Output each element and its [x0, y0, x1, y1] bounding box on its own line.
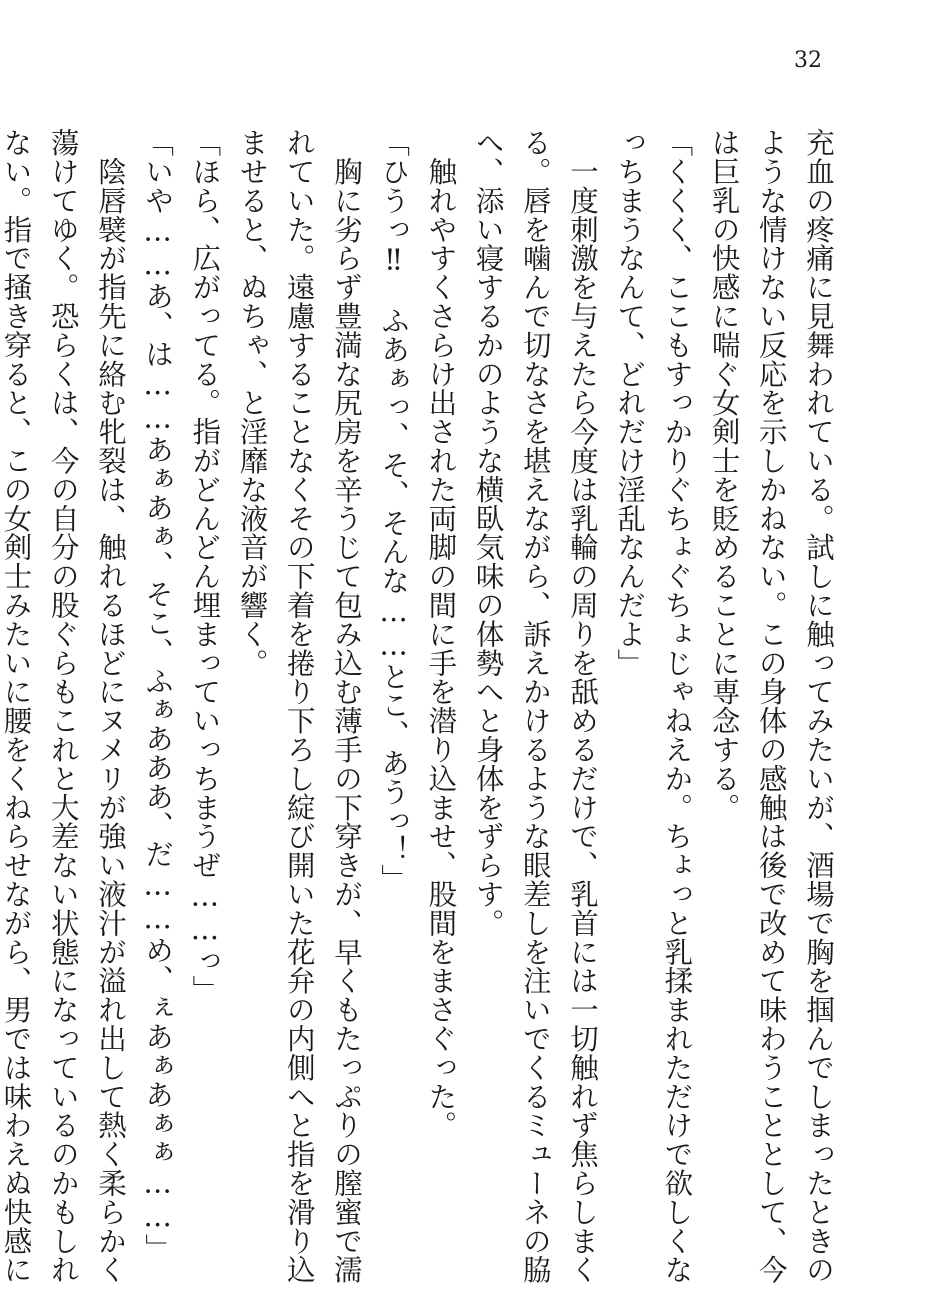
text-line: ませると、ぬちゃ、と淫靡な液音が響く。: [235, 128, 269, 678]
text-line: は巨乳の快感に喘ぐ女剣士を貶めることに専念する。: [707, 128, 741, 822]
text-line: 「ひうっ‼ ふあぁっ、そ、そんな……とこ、あうっ！」: [377, 128, 411, 893]
text-line: る。唇を噛んで切なさを堪えながら、訴えかけるような眼差しを注いでくるミューネの脇: [518, 128, 552, 1284]
text-line: 胸に劣らず豊満な尻房を辛うじて包み込む薄手の下穿きが、早くもたっぷりの膣蜜で濡: [329, 128, 363, 1284]
text-line: ない。指で掻き穿ると、この女剣士みたいに腰をくねらせながら、男では味わえぬ快感に: [0, 128, 33, 1284]
vertical-text-body: [0, 128, 842, 1284]
text-line: 充血の疼痛に見舞われている。試しに触ってみたいが、酒場で胸を掴んでしまったときの: [802, 128, 835, 1284]
text-line: 蕩けてゆく。恐らくは、今の自分の股ぐらもこれと大差ない状態になっているのかもしれ: [46, 128, 80, 1284]
text-line: ような情けない反応を示しかねない。この身体の感触は後で改めて味わうこととして、今: [754, 128, 788, 1284]
text-line: 陰唇襞が指先に絡む牝裂は、触れるほどにヌメリが強い液汁が溢れ出して熱く柔らかく: [93, 128, 127, 1284]
text-line: れていた。遠慮することなくその下着を捲り下ろし綻び開いた花弁の内側へと指を滑り込: [282, 128, 316, 1284]
text-line: 「くくく、ここもすっかりぐちょぐちょじゃねえか。ちょっと乳揉まれただけで欲しくな: [660, 128, 694, 1284]
text-line: 触れやすくさらけ出された両脚の間に手を潜り込ませ、股間をまさぐった。: [424, 128, 458, 1140]
page-number: 32: [794, 48, 822, 73]
text-line: 「いや……あ、は……あぁあぁ、そこ、ふぁあああ、だ……め、ぇあぁあぁぁ……」: [141, 128, 175, 1263]
text-line: 一度刺激を与えたら今度は乳輪の周りを舐めるだけで、乳首には一切触れず焦らしまく: [565, 128, 599, 1284]
text-line: っちまうなんて、どれだけ淫乱なんだよ」: [613, 128, 647, 678]
text-line: 「ほら、広がってる。指がどんどん埋まっていっちまうぜ……っ」: [188, 128, 222, 1004]
text-line: へ、添い寝するかのような横臥気味の体勢へと身体をずらす。: [471, 128, 505, 938]
